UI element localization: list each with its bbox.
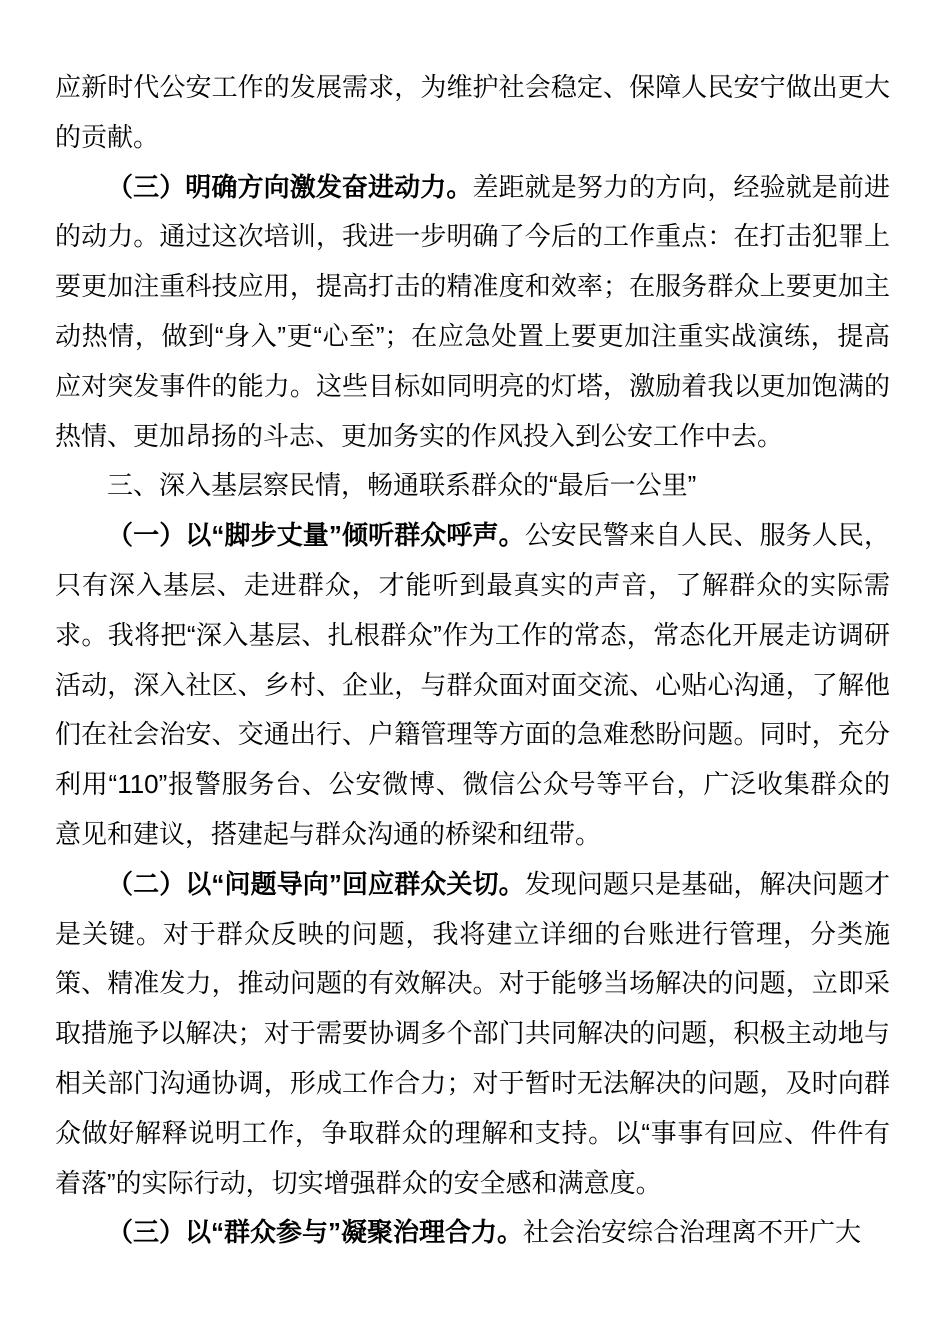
paragraph-text-run: 三、深入基层察民情，畅通联系群众的“最后一公里”: [107, 470, 697, 501]
paragraph-text-run: 公安民警来自人民、服务人民，只有深入基层、走进群众，才能听到最真实的声音，了解群众的实际需求。我将把“深入基层、扎根群众”作为工作的常态，常态化开展走访调研活动，深入社区、乡村、企业，与群众面对面交流、心贴心沟通，了解他们在社会治安、交通出行、户籍管理等方面的急难愁盼问题。同时，充分利用“110”报警服务台、公安微博、微信公众号等平台，广泛收集群众的意见和建议，搭建起与群众沟通的桥梁和纽带。: [55, 520, 890, 849]
paragraph-point-two-problem-oriented: [55, 860, 890, 1209]
section-heading-three: [55, 461, 890, 511]
paragraph-point-three-participation: [55, 1208, 890, 1258]
paragraph-text-run: 社会治安综合治理离不开广大: [523, 1217, 862, 1248]
document-body: [55, 63, 890, 1258]
paragraph-lead-bold-run: （三）明确方向激发奋进动力。: [107, 171, 473, 202]
paragraph-lead-bold-run: （三）以“群众参与”凝聚治理合力。: [107, 1217, 524, 1248]
paragraph-text-run: 应新时代公安工作的发展需求，为维护社会稳定、保障人民安宁做出更大的贡献。: [55, 72, 890, 152]
paragraph-continuation: [55, 63, 890, 163]
paragraph-text-run: 差距就是努力的方向，经验就是前进的动力。通过这次培训，我进一步明确了今后的工作重点：在打击犯罪上要更加注重科技应用，提高打击的精准度和效率；在服务群众上要更加主动热情，做到“身入”更“心至”；在应急处置上要更加注重实战演练，提高应对突发事件的能力。这些目标如同明亮的灯塔，激励着我以更加饱满的热情、更加昂扬的斗志、更加务实的作风投入到公安工作中去。: [55, 171, 890, 451]
paragraph-point-three-direction: [55, 163, 890, 462]
paragraph-lead-bold-run: （一）以“脚步丈量”倾听群众呼声。: [107, 520, 525, 551]
paragraph-text-run: 发现问题只是基础，解决问题才是关键。对于群众反映的问题，我将建立详细的台账进行管理，分类施策、精准发力，推动问题的有效解决。对于能够当场解决的问题，立即采取措施予以解决；对于需要协调多个部门共同解决的问题，积极主动地与相关部门沟通协调，形成工作合力；对于暂时无法解决的问题，及时向群众做好解释说明工作，争取群众的理解和支持。以“事事有回应、件件有着落”的实际行动，切实增强群众的安全感和满意度。: [55, 868, 890, 1198]
paragraph-point-one-footsteps: [55, 511, 890, 860]
paragraph-lead-bold-run: （二）以“问题导向”回应群众关切。: [107, 868, 525, 899]
